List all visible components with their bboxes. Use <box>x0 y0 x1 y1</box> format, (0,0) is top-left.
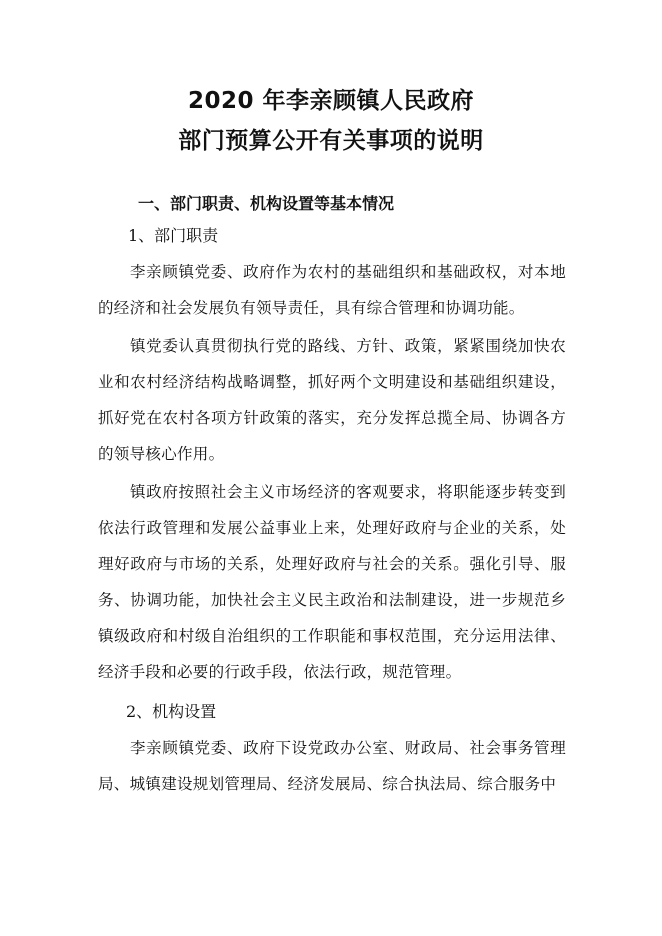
document-title-line2: 部门预算公开有关事项的说明 <box>178 128 484 154</box>
paragraph-duties-3: 镇政府按照社会主义市场经济的客观要求，将职能逐步转变到依法行政管理和发展公益事业上来，处理好政府与企业的关系，处理好政府与市场的关系，处理好政府与社会的关系。强化引导、服务、协调功能，加快社会主义民主政治和法制建设，进一步规范乡镇级政府和村级自治组织的工作职能和事权范围，充分运用法律、经济手段和必要的行政手段，依法行政，规范管理。 <box>98 483 566 681</box>
section-heading-basic-info: 一、部门职责、机构设置等基本情况 <box>138 194 395 213</box>
document-body <box>98 192 566 804</box>
paragraph-duties-2: 镇党委认真贯彻执行党的路线、方针、政策，紧紧围绕加快农业和农村经济结构战略调整，抓好两个文明建设和基础组织建设，抓好党在农村各项方针政策的落实，充分发挥总揽全局、协调各方的领导核心作用。 <box>98 337 566 463</box>
paragraph-duties-1: 李亲顾镇党委、政府作为农村的基础组织和基础政权，对本地的经济和社会发展负有领导责任，具有综合管理和协调功能。 <box>98 263 566 317</box>
paragraph-organization: 李亲顾镇党委、政府下设党政办公室、财政局、社会事务管理局、城镇建设规划管理局、经济发展局、综合执法局、综合服务中 <box>98 739 566 793</box>
document-title-line1: 2020 年李亲顾镇人民政府 <box>187 88 475 114</box>
subheading-department-duties: 1、部门职责 <box>128 226 219 245</box>
subheading-organization: 2、机构设置 <box>126 702 217 721</box>
